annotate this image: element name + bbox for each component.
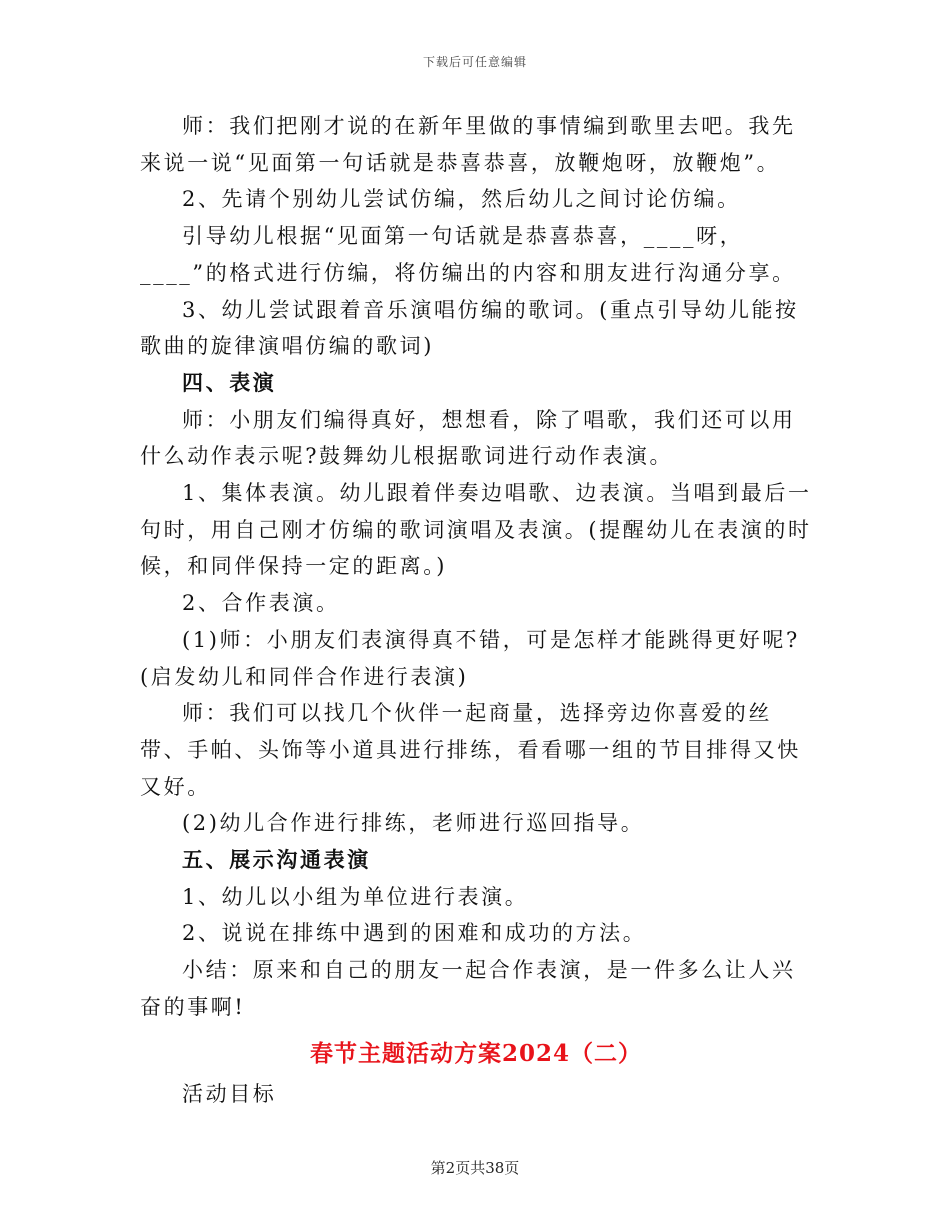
paragraph: (1)师：小朋友们表演得真不错，可是怎样才能跳得更好呢?(启发幼儿和同伴合作进行表演)	[140, 627, 800, 689]
paragraph: 小结：原来和自己的朋友一起合作表演，是一件多么让人兴奋的事啊!	[140, 958, 796, 1019]
paragraph: 师：我们可以找几个伙伴一起商量，选择旁边你喜爱的丝带、手帕、头饰等小道具进行排练，看看哪一组的节目排得又快又好。	[140, 701, 801, 799]
page-footer: 第2页共38页	[430, 1159, 520, 1177]
paragraph: 师：小朋友们编得真好，想想看，除了唱歌，我们还可以用什么动作表示呢?鼓舞幼儿根据歌词进行动作表演。	[140, 407, 796, 469]
paragraph: 2、合作表演。	[182, 591, 340, 616]
document-title: 春节主题活动方案2024（二）	[309, 1039, 642, 1067]
paragraph: (2)幼儿合作进行排练，老师进行巡回指导。	[182, 811, 645, 836]
paragraph: 2、说说在排练中遇到的困难和成功的方法。	[182, 921, 647, 946]
document-body	[140, 108, 812, 1112]
page-header: 下载后可任意编辑	[422, 55, 527, 69]
paragraph: 引导幼儿根据“见面第一句话就是恭喜恭喜，____呀，____”的格式进行仿编，将仿编出的内容和朋友进行沟通分享。	[140, 224, 796, 285]
paragraph: 2、先请个别幼儿尝试仿编，然后幼儿之间讨论仿编。	[182, 187, 741, 212]
paragraph: 1、幼儿以小组为单位进行表演。	[182, 884, 529, 909]
section-heading: 五、展示沟通表演	[182, 847, 371, 873]
paragraph: 师：我们把刚才说的在新年里做的事情编到歌里去吧。我先来说一说“见面第一句话就是恭喜恭喜，放鞭炮呀，放鞭炮”。	[140, 114, 796, 175]
paragraph: 活动目标	[182, 1081, 277, 1106]
paragraph: 1、集体表演。幼儿跟着伴奏边唱歌、边表演。当唱到最后一句时，用自己刚才仿编的歌词演唱及表演。(提醒幼儿在表演的时候，和同伴保持一定的距离。)	[140, 481, 812, 579]
paragraph: 3、幼儿尝试跟着音乐演唱仿编的歌词。(重点引导幼儿能按歌曲的旋律演唱仿编的歌词)	[140, 297, 799, 359]
section-heading: 四、表演	[182, 369, 277, 395]
